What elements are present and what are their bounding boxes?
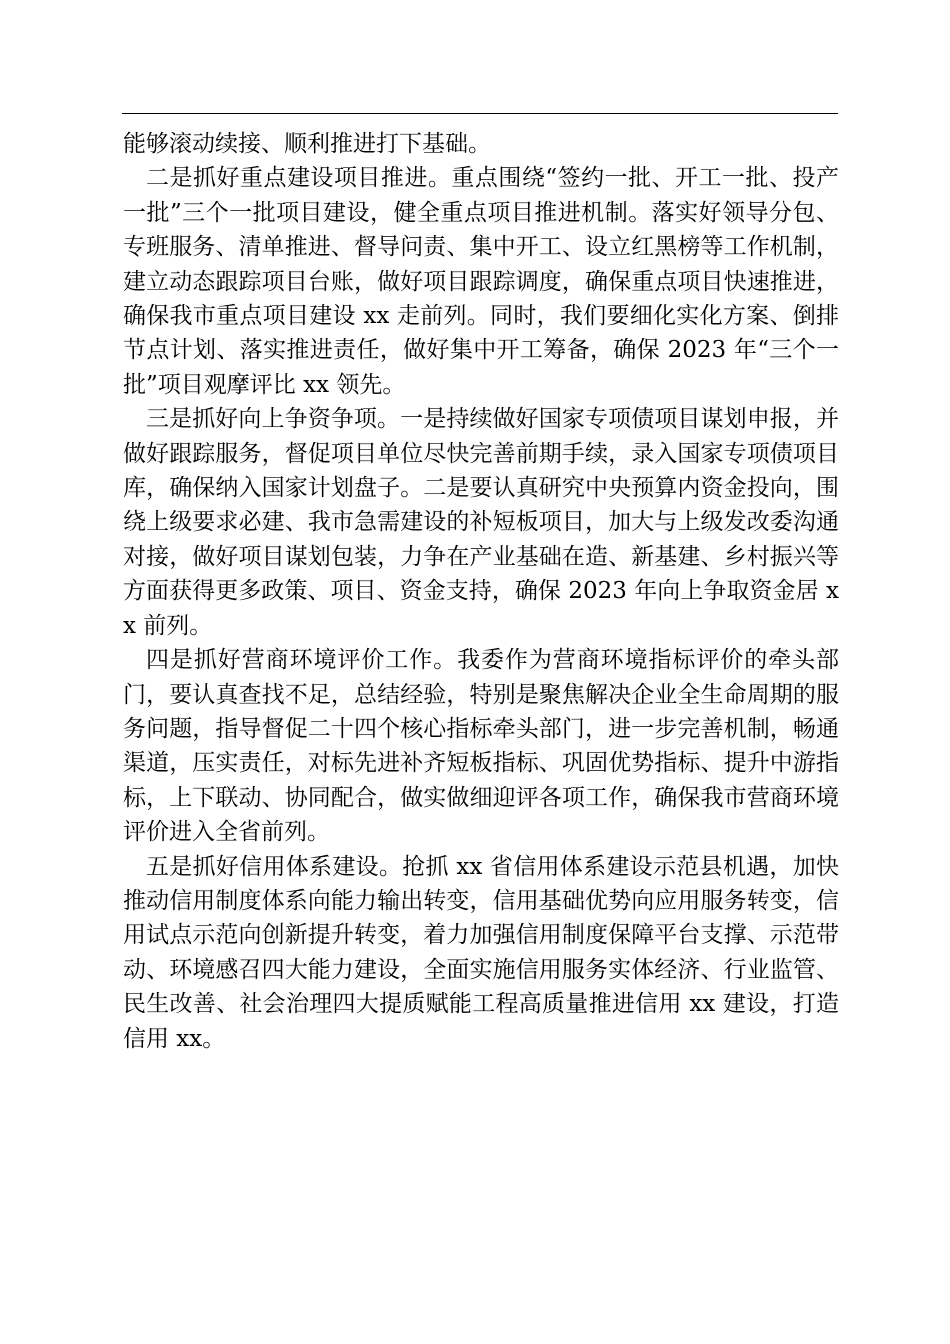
paragraph-credit-system: 五是抓好信用体系建设。抢抓 xx 省信用体系建设示范县机遇，加快推动信用制度体系向能力输出转变，信用基础优势向应用服务转变，信用试点示范向创新提升转变，着力加强信用制度保障平台支撑、示范带动、环境感召四大能力建设，全面实施信用服务实体经济、行业监管、民生改善、社会治理四大提质赋能工程高质量推进信用 xx 建设，打造信用 xx。: [123, 853, 839, 1052]
document-body: [123, 127, 839, 1056]
paragraph-continuation: 能够滚动续接、顺利推进打下基础。: [123, 131, 491, 157]
paragraph-business-environment: 四是抓好营商环境评价工作。我委作为营商环境指标评价的牵头部门，要认真查找不足，总结经验，特别是聚焦解决企业全生命周期的服务问题，指导督促二十四个核心指标牵头部门，进一步完善机制，畅通渠道，压实责任，对标先进补齐短板指标、巩固优势指标、提升中游指标，上下联动、协同配合，做实做细迎评各项工作，确保我市营商环境评价进入全省前列。: [123, 647, 839, 846]
header-rule: [122, 113, 838, 114]
paragraph-funding-projects: 三是抓好向上争资争项。一是持续做好国家专项债项目谋划申报，并做好跟踪服务，督促项目单位尽快完善前期手续，录入国家专项债项目库，确保纳入国家计划盘子。二是要认真研究中央预算内资金投向，围绕上级要求必建、我市急需建设的补短板项目，加大与上级发改委沟通对接，做好项目谋划包装，力争在产业基础在造、新基建、乡村振兴等方面获得更多政策、项目、资金支持，确保 2023 年向上争取资金居 xx 前列。: [123, 406, 839, 639]
paragraph-key-projects: 二是抓好重点建设项目推进。重点围绕“签约一批、开工一批、投产一批”三个一批项目建设，健全重点项目推进机制。落实好领导分包、专班服务、清单推进、督导问责、集中开工、设立红黑榜等工作机制，建立动态跟踪项目台账，做好项目跟踪调度，确保重点项目快速推进，确保我市重点项目建设 xx 走前列。同时，我们要细化实化方案、倒排节点计划、落实推进责任，做好集中开工筹备，确保 2023 年“三个一批”项目观摩评比 xx 领先。: [123, 165, 839, 398]
